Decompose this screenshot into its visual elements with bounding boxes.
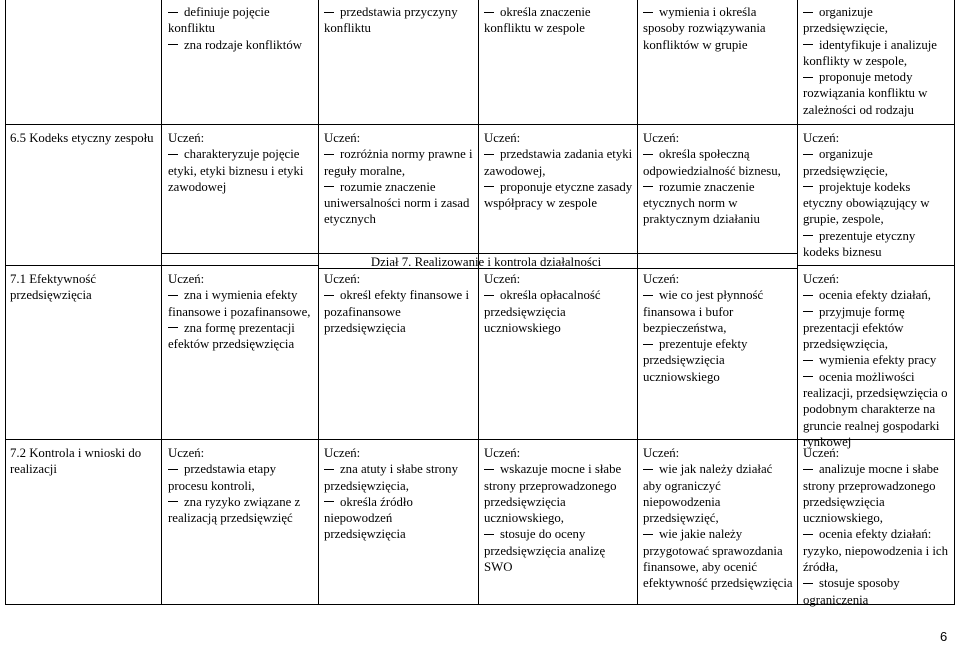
uczen-label: Uczeń:	[643, 131, 680, 145]
list-item	[324, 4, 474, 37]
uczen-label: Uczeń:	[168, 446, 205, 460]
list-item-text: rozumie znaczenie uniwersalności norm i zasad etycznych	[324, 179, 470, 227]
list-item	[643, 461, 793, 526]
list-item	[803, 352, 951, 368]
dash-bullet-icon	[168, 327, 178, 328]
list-item-text: zna i wymienia efekty finansowe i pozafinansowe,	[168, 288, 311, 319]
row-divider-top	[5, 124, 955, 125]
list-item-text: przyjmuje formę prezentacji efektów przedsięwzięcia,	[803, 304, 905, 352]
dash-bullet-icon	[643, 295, 653, 296]
list-item	[168, 37, 314, 53]
dash-bullet-icon	[168, 295, 178, 296]
cell-r3-col4	[484, 445, 634, 575]
dash-bullet-icon	[484, 12, 494, 13]
list-item	[803, 575, 951, 608]
dash-bullet-icon	[803, 311, 813, 312]
list-item	[168, 287, 314, 320]
list-item-text: wie jakie należy przygotować sprawozdania finansowe, aby ocenić efektywność przedsięwzięcia	[643, 527, 793, 591]
dash-bullet-icon	[484, 154, 494, 155]
list-item-text: projektuje kodeks etyczny obowiązujący w grupie, zespole,	[803, 179, 930, 227]
table-border-left	[5, 0, 6, 604]
dash-bullet-icon	[803, 534, 813, 535]
list-item-text: prezentuje etyczny kodeks biznesu	[803, 228, 916, 260]
dash-bullet-icon	[168, 12, 178, 13]
list-item	[643, 526, 793, 591]
dash-bullet-icon	[803, 12, 813, 13]
dash-bullet-icon	[803, 583, 813, 584]
list-item-text: przedstawia etapy procesu kontroli,	[168, 462, 277, 493]
uczen-label: Uczeń:	[324, 272, 361, 286]
list-item	[324, 494, 474, 543]
list-item-text: organizuje przedsięwzięcie,	[803, 147, 888, 178]
list-item-text: charakteryzuje pojęcie etyki, etyki biznesu i etyki zawodowej	[168, 147, 304, 194]
list-item	[643, 287, 793, 336]
row-divider-7-1	[161, 265, 318, 266]
dash-bullet-icon	[643, 344, 653, 345]
dash-bullet-icon	[168, 44, 178, 45]
dash-bullet-icon	[324, 12, 334, 13]
list-item-text: określ efekty finansowe i pozafinansowe przedsięwzięcia	[324, 288, 469, 335]
cell-r2-col2	[168, 271, 314, 352]
list-item	[643, 4, 793, 53]
list-item	[168, 146, 314, 195]
cell-r1-col3	[324, 130, 474, 228]
dash-bullet-icon	[168, 501, 178, 502]
cell-r1-col5	[643, 130, 793, 228]
uczen-label: Uczeń:	[168, 272, 205, 286]
list-item	[643, 146, 793, 179]
list-item	[484, 146, 634, 179]
list-item-text: wie co jest płynność finansowa i bufor bezpieczeństwa,	[643, 288, 764, 335]
uczen-label: Uczeń:	[324, 446, 361, 460]
list-item	[803, 69, 951, 118]
list-item-text: rozróżnia normy prawne i reguły moralne,	[324, 147, 473, 178]
cell-r1-col4	[484, 130, 634, 211]
row-divider-kodeks	[5, 265, 161, 266]
uczen-label: Uczeń:	[643, 446, 680, 460]
uczen-label: Uczeń:	[484, 446, 521, 460]
topic-label: 6.5 Kodeks etyczny zespołu	[10, 131, 154, 145]
list-item	[803, 287, 951, 303]
list-item-text: określa źródło niepowodzeń przedsięwzięcia	[324, 494, 413, 542]
page-number: 6	[940, 629, 948, 644]
list-item	[324, 461, 474, 494]
list-item-text: zna formę prezentacji efektów przedsięwzięcia	[168, 320, 295, 352]
list-item	[803, 146, 951, 179]
list-item-text: organizuje przedsięwzięcie,	[803, 5, 888, 36]
column-divider-2	[318, 0, 319, 604]
list-item	[324, 146, 474, 179]
dash-bullet-icon	[643, 154, 653, 155]
list-item-text: przedstawia zadania etyki zawodowej,	[484, 147, 633, 178]
list-item-text: ocenia efekty działań: ryzyko, niepowodzenia i ich źródła,	[803, 527, 948, 575]
list-item-text: wskazuje mocne i słabe strony przeprowadzonego przedsięwzięcia uczniowskiego,	[484, 462, 622, 526]
list-item-text: wymienia i określa sposoby rozwiązywania konfliktów w grupie	[643, 5, 766, 52]
list-item	[803, 4, 951, 37]
list-item-text: prezentuje efekty przedsięwzięcia uczniowskiego	[643, 337, 748, 384]
list-item-text: analizuje mocne i słabe strony przeprowadzonego przedsięwzięcia uczniowskiego,	[803, 462, 939, 526]
list-item	[324, 287, 474, 336]
list-item-text: wie jak należy działać aby ograniczyć niepowodzenia przedsięwzięć,	[643, 462, 773, 526]
list-item-text: wymienia efekty pracy	[819, 353, 937, 368]
dash-bullet-icon	[484, 534, 494, 535]
dash-bullet-icon	[803, 235, 813, 236]
dash-bullet-icon	[803, 77, 813, 78]
list-item-text: zna ryzyko związane z realizacją przedsięwzięć	[168, 494, 301, 526]
dash-bullet-icon	[803, 154, 813, 155]
list-item	[168, 494, 314, 527]
list-item-text: proponuje metody rozwiązania konfliktu w zależności od rodzaju	[803, 70, 928, 117]
dash-bullet-icon	[484, 469, 494, 470]
cell-top-col5	[643, 4, 793, 53]
uczen-label: Uczeń:	[803, 446, 840, 460]
list-item	[484, 526, 634, 575]
uczen-label: Uczeń:	[643, 272, 680, 286]
list-item-text: stosuje sposoby ograniczenia	[803, 576, 900, 607]
dash-bullet-icon	[324, 501, 334, 502]
list-item	[168, 461, 314, 494]
dash-bullet-icon	[803, 376, 813, 377]
list-item	[803, 179, 951, 228]
list-item	[168, 4, 314, 37]
cell-r2-col3	[324, 271, 474, 336]
column-divider-1	[161, 0, 162, 604]
cell-r3-col6	[803, 445, 951, 608]
dash-bullet-icon	[643, 186, 653, 187]
table-border-right	[954, 0, 955, 604]
list-item-text: identyfikuje i analizuje konflikty w zespole,	[803, 37, 937, 68]
column-divider-3	[478, 0, 479, 604]
list-item	[484, 461, 634, 526]
cell-r1-col2	[168, 130, 314, 195]
list-item	[324, 179, 474, 228]
list-item-text: definiuje pojęcie konfliktu	[168, 5, 270, 36]
cell-top-col6	[803, 4, 951, 118]
uczen-label: Uczeń:	[803, 131, 840, 145]
uczen-label: Uczeń:	[484, 131, 521, 145]
dash-bullet-icon	[803, 44, 813, 45]
dash-bullet-icon	[324, 154, 334, 155]
cell-r3-col3	[324, 445, 474, 543]
uczen-label: Uczeń:	[324, 131, 361, 145]
dash-bullet-icon	[803, 186, 813, 187]
list-item	[484, 179, 634, 212]
list-item-text: zna atuty i słabe strony przedsięwzięcia,	[324, 462, 458, 493]
dash-bullet-icon	[643, 12, 653, 13]
uczen-label: Uczeń:	[484, 272, 521, 286]
cell-r2-col6	[803, 271, 951, 450]
list-item-text: stosuje do oceny przedsięwzięcia analizę SWO	[484, 527, 606, 575]
cell-r2-col5	[643, 271, 793, 385]
list-item	[484, 287, 634, 336]
topic-label: 7.2 Kontrola i wnioski do realizacji	[10, 446, 142, 477]
dash-bullet-icon	[168, 469, 178, 470]
list-item	[168, 320, 314, 353]
uczen-label: Uczeń:	[803, 272, 840, 286]
dash-bullet-icon	[484, 295, 494, 296]
dash-bullet-icon	[803, 360, 813, 361]
cell-r3-col5	[643, 445, 793, 592]
column-divider-5	[797, 0, 798, 604]
list-item-text: określa opłacalność przedsięwzięcia uczniowskiego	[484, 288, 601, 335]
dash-bullet-icon	[643, 534, 653, 535]
cell-top-col2	[168, 4, 314, 53]
list-item	[803, 369, 951, 450]
section-heading: Dział 7. Realizowanie i kontrola działalności	[370, 255, 602, 269]
list-item-text: określa znaczenie konfliktu w zespole	[484, 5, 591, 36]
list-item	[643, 336, 793, 385]
dash-bullet-icon	[324, 469, 334, 470]
list-item	[803, 228, 951, 261]
list-item-text: ocenia możliwości realizacji, przedsięwzięcia o podobnym charakterze na gruncie realnej gospodarki rynkowej	[803, 369, 948, 449]
list-item-text: zna rodzaje konfliktów	[184, 37, 302, 52]
list-item-text: przedstawia przyczyny konfliktu	[324, 5, 458, 36]
uczen-label: Uczeń:	[168, 131, 205, 145]
cell-r2-col4	[484, 271, 634, 336]
row-divider-kodeks	[797, 265, 955, 266]
list-item	[803, 526, 951, 575]
dash-bullet-icon	[324, 295, 334, 296]
list-item	[484, 4, 634, 37]
dash-bullet-icon	[643, 469, 653, 470]
topic-label: 7.1 Efektywność przedsięwzięcia	[10, 272, 97, 303]
cell-top-col3	[324, 4, 474, 37]
dash-bullet-icon	[324, 186, 334, 187]
list-item-text: określa społeczną odpowiedzialność biznesu,	[643, 147, 781, 178]
dash-bullet-icon	[803, 469, 813, 470]
list-item	[803, 37, 951, 70]
list-item-text: proponuje etyczne zasady współpracy w zespole	[484, 179, 633, 211]
list-item	[803, 304, 951, 353]
column-divider-4	[637, 0, 638, 604]
dash-bullet-icon	[803, 295, 813, 296]
list-item-text: ocenia efekty działań,	[819, 288, 931, 303]
list-item-text: rozumie znaczenie etycznych norm w praktycznym działaniu	[643, 179, 760, 227]
list-item	[803, 461, 951, 526]
cell-r3-col2	[168, 445, 314, 526]
dash-bullet-icon	[484, 186, 494, 187]
cell-top-col4	[484, 4, 634, 37]
cell-r1-col6	[803, 130, 951, 260]
list-item	[643, 179, 793, 228]
dash-bullet-icon	[168, 154, 178, 155]
